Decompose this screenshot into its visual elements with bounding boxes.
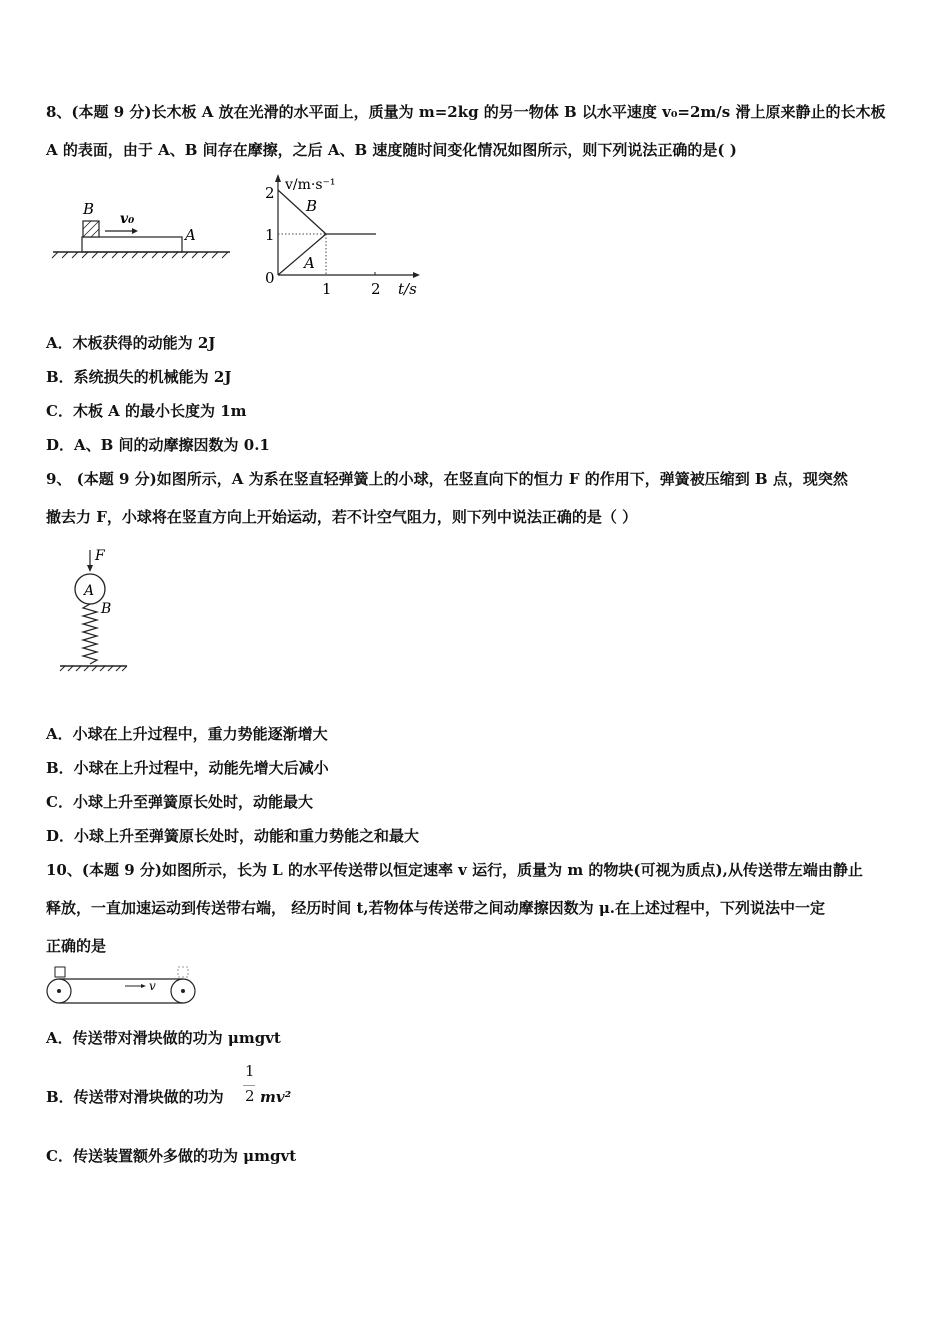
fraction-bar	[243, 1085, 255, 1086]
tick-y1: 1	[265, 226, 275, 244]
tick-y2: 2	[265, 184, 275, 202]
q9-stem-line2: 撤去力 F，小球将在竖直方向上开始运动，若不计空气阻力，则下列中说法正确的是（ ）	[46, 508, 638, 526]
velocity-arrow	[132, 228, 138, 234]
fraction-denominator: 2	[245, 1087, 255, 1105]
curve-b-line	[278, 190, 326, 234]
q10-option-b-expr: mv²	[260, 1088, 292, 1106]
q10-conveyor-figure	[45, 963, 205, 1008]
q10-stem-line2: 释放，一直加速运动到传送带右端， 经历时间 t,若物体与传送带之间动摩擦因数为 μ.在上述过程中，下列说法中一定	[46, 899, 826, 917]
curve-a-line	[278, 234, 326, 275]
fraction-numerator: 1	[245, 1062, 255, 1080]
x-axis-label: t/s	[398, 280, 417, 298]
block-left	[55, 967, 65, 977]
q9-option-b[interactable]: B．小球在上升过程中，动能先增大后减小	[46, 759, 329, 777]
tick-x2: 2	[371, 280, 381, 298]
curve-a-label: A	[304, 254, 315, 272]
origin-label: 0	[265, 269, 275, 287]
force-arrow	[87, 565, 93, 572]
label-v: v	[149, 979, 156, 993]
label-b: B	[83, 200, 95, 218]
q10-option-c[interactable]: C．传送装置额外多做的功为 μmgvt	[46, 1147, 297, 1165]
q10-stem-line3: 正确的是	[46, 937, 107, 955]
q8-velocity-graph	[258, 170, 428, 300]
q10-option-b[interactable]	[46, 1087, 224, 1107]
tick-x1: 1	[322, 280, 332, 298]
curve-b-label: B	[306, 197, 318, 215]
q10-option-b-text: B．传送带对滑块做的功为	[46, 1088, 224, 1106]
q8-stem-line2: A 的表面，由于 A、B 间存在摩擦，之后 A、B 速度随时间变化情况如图所示，则下列说法正确的是( )	[46, 141, 737, 159]
q9-stem-line1: 9、 (本题 9 分)如图所示，A 为系在竖直轻弹簧上的小球，在竖直向下的恒力 F 的作用下，弹簧被压缩到 B 点，现突然	[46, 470, 848, 488]
block-right	[178, 967, 188, 977]
spring	[83, 604, 97, 664]
label-f: F	[95, 548, 105, 564]
q8-option-a[interactable]: A．木板获得的动能为 2J	[46, 334, 216, 352]
q8-option-d[interactable]: D．A、B 间的动摩擦因数为 0.1	[46, 436, 270, 454]
q8-option-c[interactable]: C．木板 A 的最小长度为 1m	[46, 402, 247, 420]
q9-option-c[interactable]: C．小球上升至弹簧原长处时，动能最大	[46, 793, 313, 811]
q8-board-figure	[50, 195, 235, 265]
q9-spring-figure	[55, 545, 135, 680]
q9-option-d[interactable]: D．小球上升至弹簧原长处时，动能和重力势能之和最大	[46, 827, 420, 845]
board-a	[82, 237, 182, 252]
ground-hatch	[52, 252, 228, 258]
label-v0: v₀	[120, 211, 135, 227]
label-a: A	[84, 583, 95, 599]
belt-velocity-arrow	[141, 984, 146, 988]
q10-option-a[interactable]: A．传送带对滑块做的功为 μmgvt	[46, 1029, 281, 1047]
label-b: B	[101, 601, 112, 617]
q8-option-b[interactable]: B．系统损失的机械能为 2J	[46, 368, 232, 386]
q8-stem-line1: 8、(本题 9 分)长木板 A 放在光滑的水平面上，质量为 m=2kg 的另一物体 B 以水平速度 v₀=2m/s 滑上原来静止的长木板	[46, 103, 886, 121]
q10-stem-line1: 10、(本题 9 分)如图所示，长为 L 的水平传送带以恒定速率 v 运行，质量为 m 的物块(可视为质点),从传送带左端由静止	[46, 861, 863, 879]
label-a: A	[185, 226, 196, 244]
y-axis-label: v/m·s⁻¹	[285, 177, 336, 193]
q9-option-a[interactable]: A．小球在上升过程中，重力势能逐渐增大	[46, 725, 328, 743]
